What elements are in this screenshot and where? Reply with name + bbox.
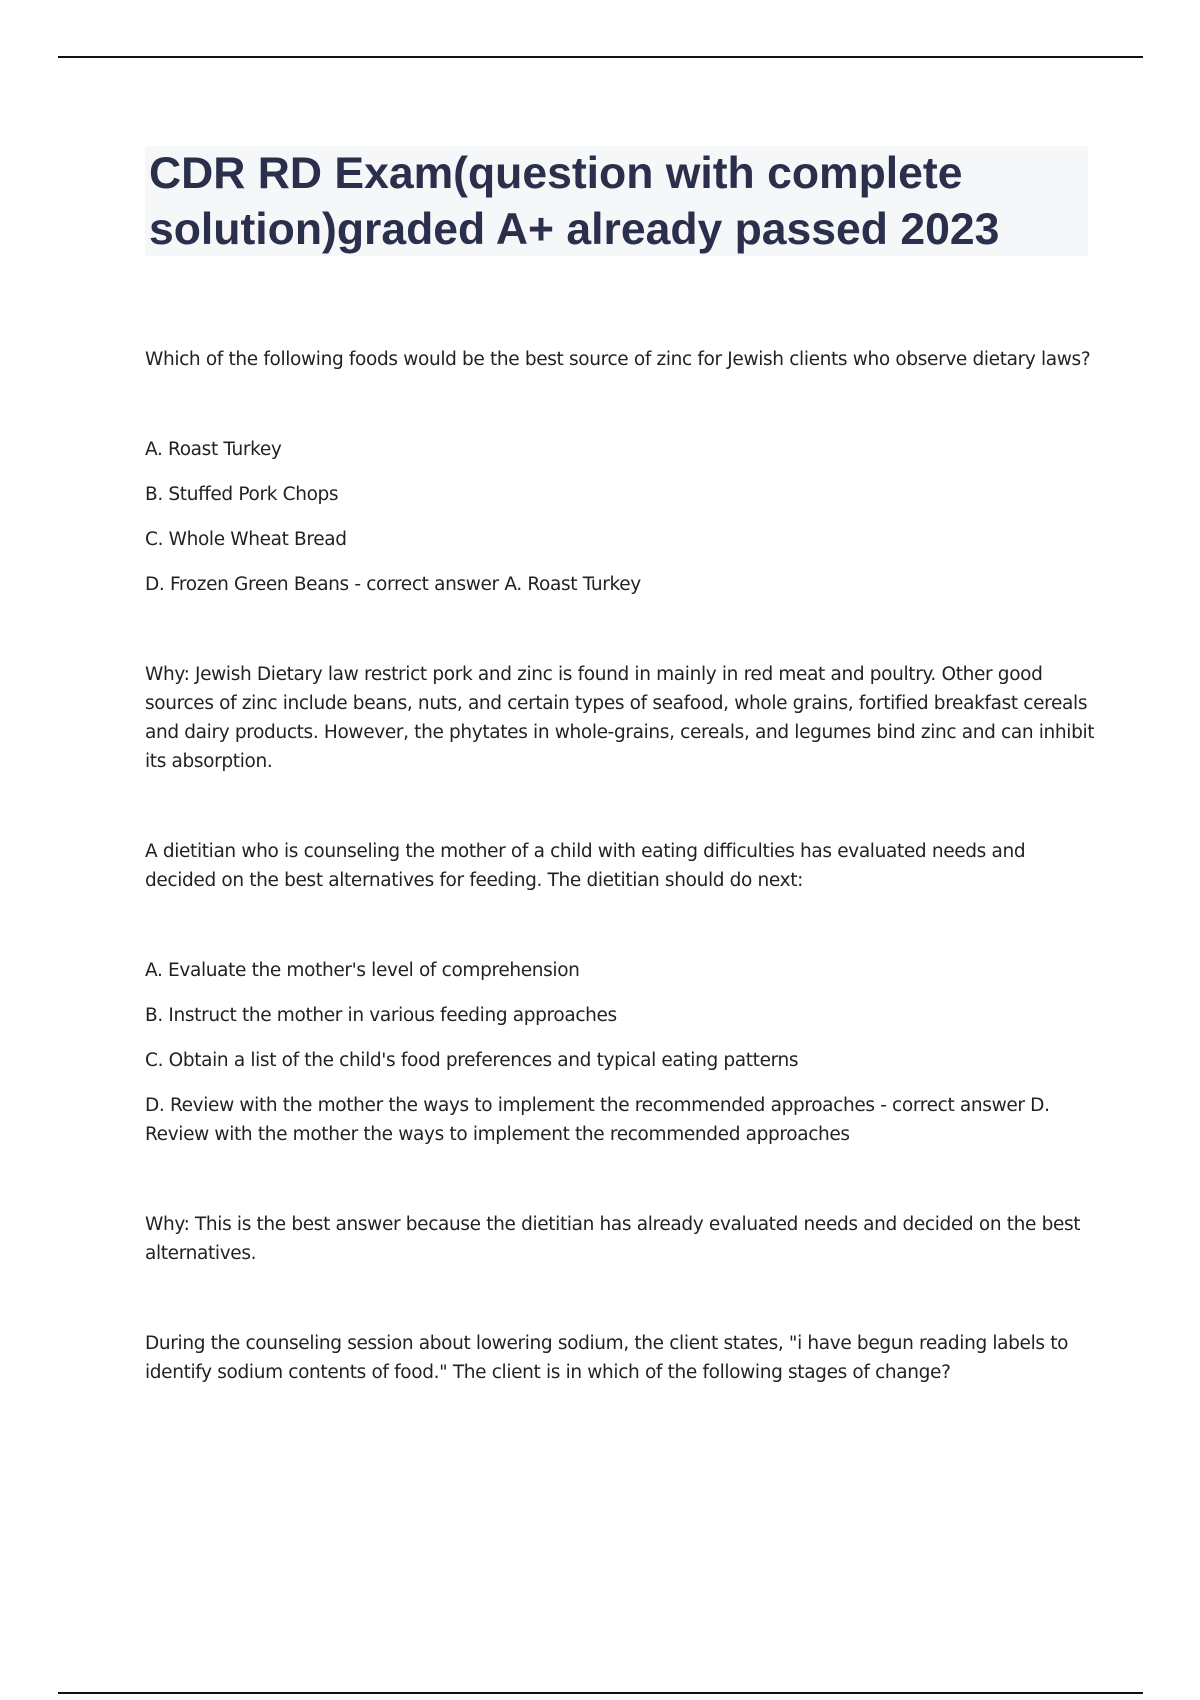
question-text: During the counseling session about lowering sodium, the client states, "i have begun reading labels to identify sodium contents of food." The client is in which of the following stages of change? [145, 1333, 1069, 1383]
bottom-rule [58, 1692, 1143, 1694]
explanation-text: Why: Jewish Dietary law restrict pork and zinc is found in mainly in red meat and poultry. Other good sources of zinc include beans, nuts, and certain types of seafood, whole grains, fortified breakfast cereals and dairy products. However, the phytates in whole-grains, cereals, and legumes bind zinc and can inhibit its absorption. [145, 664, 1095, 772]
title-banner [145, 146, 1088, 256]
answer-option: B. Stuffed Pork Chops [145, 484, 339, 505]
answer-option: C. Obtain a list of the child's food preferences and typical eating patterns [145, 1050, 799, 1071]
answer-option: A. Evaluate the mother's level of comprehension [145, 960, 580, 981]
answer-option: D. Frozen Green Beans - correct answer A. Roast Turkey [145, 574, 641, 595]
document-title: CDR RD Exam(question with complete solution)graded A+ already passed 2023 [149, 149, 1000, 254]
question-text: A dietitian who is counseling the mother of a child with eating difficulties has evaluated needs and decided on the best alternatives for feeding. The dietitian should do next: [145, 841, 1026, 891]
question-text: Which of the following foods would be the best source of zinc for Jewish clients who observe dietary laws? [145, 349, 1091, 370]
top-rule [58, 56, 1143, 58]
answer-option: D. Review with the mother the ways to implement the recommended approaches - correct answer D. Review with the mother the ways to implement the recommended approaches [145, 1095, 1050, 1145]
answer-option: B. Instruct the mother in various feeding approaches [145, 1005, 617, 1026]
answer-option: C. Whole Wheat Bread [145, 529, 347, 550]
document-body [145, 345, 1095, 1387]
answer-option: A. Roast Turkey [145, 439, 282, 460]
explanation-text: Why: This is the best answer because the dietitian has already evaluated needs and decided on the best alternatives. [145, 1214, 1081, 1264]
